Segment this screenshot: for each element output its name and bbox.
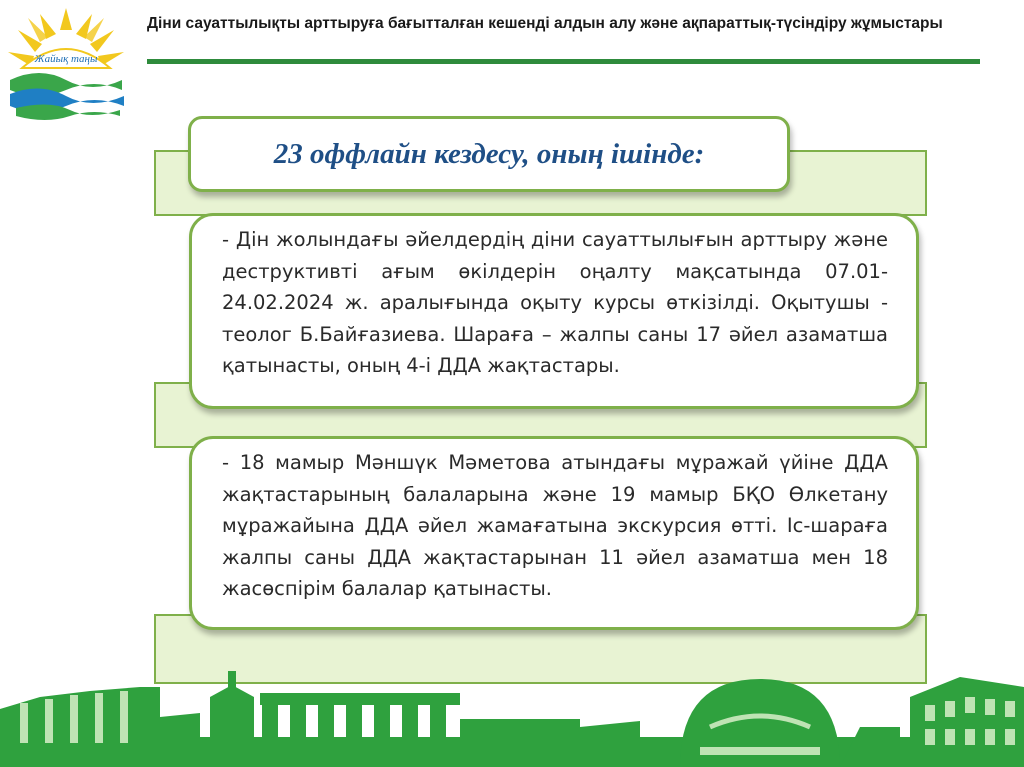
page-title: Діни сауаттылықты арттыруға бағытталған кешенді алдын алу және ақпараттық-түсіндіру жұмыстары [147, 15, 943, 32]
info-box-2 [189, 436, 919, 630]
info-text-2: - 18 мамыр Мәншүк Мәметова атындағы мұражай үйіне ДДА жақтастарының балаларына және 19 мамыр БҚО Өлкетану мұражайына ДДА әйел жамағатына экскурсия өтті. Іс-шараға жалпы саны ДДА жақтастарынан 11 әйел азаматша мен 18 жасөспірім балалар қатынасты. [222, 451, 888, 600]
info-text-1: - Дін жолындағы әйелдердің діни сауаттылығын арттыру және деструктивті ағым өкілдерін оңалту мақсатында 07.01-24.02.2024 ж. аралығында оқыту курсы өткізілді. Оқытушы - теолог Б.Байғазиева. Шараға – жалпы саны 17 әйел азаматша қатынасты, оның 4-і ДДА жақтастары. [222, 228, 888, 377]
organization-logo [0, 0, 135, 120]
info-box-1 [189, 213, 919, 409]
section-title: 23 оффлайн кездесу, оның ішінде: [273, 137, 705, 170]
sun-wave-logo-icon [0, 0, 135, 120]
section-title-box [188, 116, 790, 192]
header-divider [147, 59, 980, 64]
logo-text: Жайық таңы [34, 53, 98, 65]
city-skyline-decoration [0, 657, 1024, 767]
